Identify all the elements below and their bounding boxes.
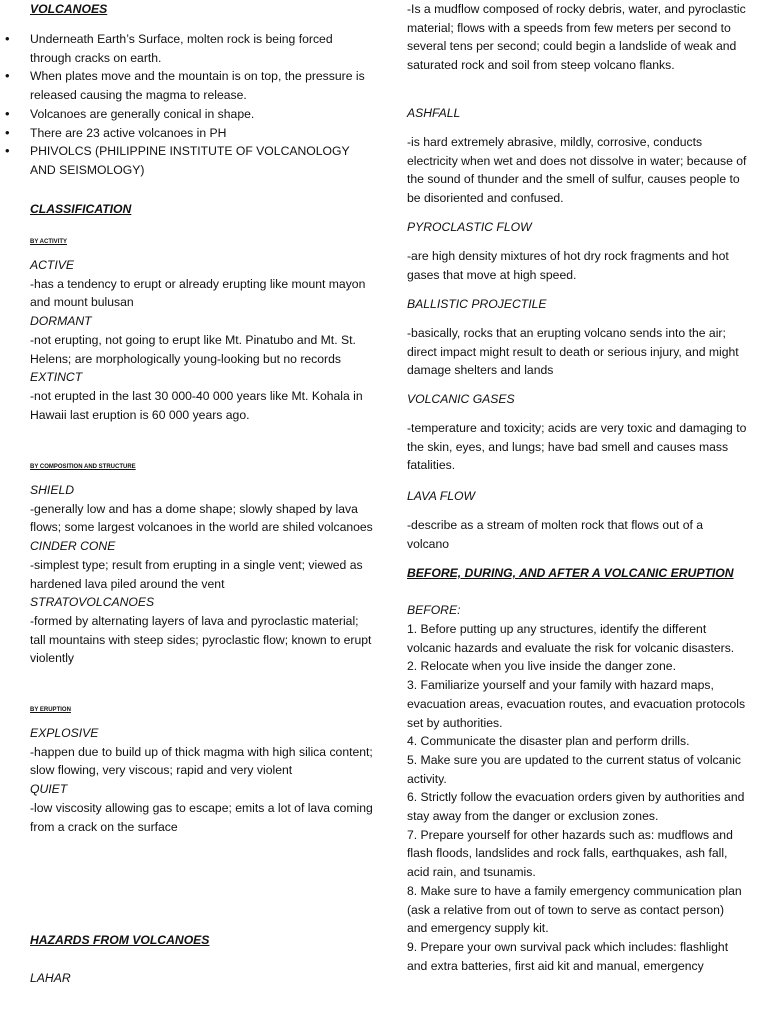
page-title: VOLCANOES <box>30 2 108 16</box>
desc-ashfall: -is hard extremely abrasive, mildly, corrosive, conducts electricity when wet and does not dissolve in water; because of the sound of thunder and the smell of sulfur, causes people to be disoriented and confused. <box>407 135 747 206</box>
term-cinder-cone: CINDER CONE <box>30 539 116 554</box>
desc-ballistic-projectile: -basically, rocks that an erupting volcano sends into the air; direct impact might result to death or serious injury, and might damage shelters and lands <box>407 326 739 378</box>
term-quiet: QUIET <box>30 782 68 797</box>
eruption-heading: BEFORE, DURING, AND AFTER A VOLCANIC ERUPTION <box>407 566 734 580</box>
desc-volcanic-gases: -temperature and toxicity; acids are very toxic and damaging to the skin, eyes, and lungs; have bad smell and causes mass fatalities. <box>407 421 747 473</box>
desc-shield: -generally low and has a dome shape; slowly shaped by lava flows; some largest volcanoes in the world are shiled volcanoes <box>30 501 373 535</box>
term-ballistic-projectile: BALLISTIC PROJECTILE <box>407 297 547 311</box>
before-step: 6. Strictly follow the evacuation orders given by authorities and stay away from the danger or exclusion zones. <box>407 790 745 824</box>
term-volcanic-gases: VOLCANIC GASES <box>407 392 515 406</box>
desc-pyroclastic-flow: -are high density mixtures of hot dry rock fragments and hot gases that move at high speed. <box>407 249 729 282</box>
intro-bullet-list <box>30 30 375 180</box>
before-step: 9. Prepare your own survival pack which includes: flashlight and extra batteries, first aid kit and manual, emergency <box>407 939 729 973</box>
before-step: 4. Communicate the disaster plan and perform drills. <box>407 734 690 749</box>
by-composition-section <box>30 481 375 668</box>
term-lahar: LAHAR <box>30 971 71 985</box>
term-dormant: DORMANT <box>30 314 92 329</box>
term-ashfall: ASHFALL <box>407 106 461 120</box>
by-activity-label: BY ACTIVITY <box>30 239 68 245</box>
by-eruption-label: BY ERUPTION <box>30 707 71 713</box>
intro-bullet: • Underneath Earth’s Surface, molten rock is being forced through cracks on earth. <box>30 30 375 67</box>
term-pyroclastic-flow: PYROCLASTIC FLOW <box>407 220 532 234</box>
before-step: 8. Make sure to have a family emergency communication plan (ask a relative from out of town to serve as contact person) and emergency supply kit. <box>407 883 742 936</box>
by-activity-section <box>30 256 375 424</box>
term-extinct: EXTINCT <box>30 370 83 385</box>
classification-heading: CLASSIFICATION <box>30 202 132 216</box>
desc-explosive: -happen due to build up of thick magma with high silica content; slow flowing, very viscous; rapid and very violent <box>30 744 373 778</box>
desc-lahar: -Is a mudflow composed of rocky debris, water, and pyroclastic material; flows with a speeds from few meters per second to several tens per second; could begin a landslide of weak and saturated rock and soil from steep volcano flanks. <box>407 2 746 73</box>
desc-stratovolcanoes: -formed by alternating layers of lava and pyroclastic material; tall mountains with steep sides; pyroclastic flow; known to erupt violently <box>30 613 372 666</box>
before-step: 1. Before putting up any structures, identify the different volcanic hazards and evaluate the risk for volcanic disasters. <box>407 622 735 655</box>
term-lava-flow: LAVA FLOW <box>407 489 475 503</box>
before-label: BEFORE: <box>407 603 461 617</box>
term-shield: SHIELD <box>30 483 75 497</box>
before-steps-list <box>407 620 747 975</box>
term-stratovolcanoes: STRATOVOLCANOES <box>30 595 155 610</box>
before-step: 3. Familiarize yourself and your family with hazard maps, evacuation areas, evacuation routes, and evacuation protocols set by authorities. <box>407 678 746 730</box>
by-composition-label: BY COMPOSITION AND STRUCTURE <box>30 464 136 470</box>
hazards-heading: HAZARDS FROM VOLCANOES <box>30 933 210 947</box>
before-step: 5. Make sure you are updated to the current status of volcanic activity. <box>407 752 741 786</box>
desc-active: -has a tendency to erupt or already erupting like mount mayon and mount bulusan <box>30 276 366 310</box>
term-explosive: EXPLOSIVE <box>30 726 99 740</box>
desc-quiet: -low viscosity allowing gas to escape; emits a lot of lava coming from a crack on the surface <box>30 800 373 834</box>
intro-bullet: • There are 23 active volcanoes in PH <box>30 124 375 143</box>
desc-extinct: -not erupted in the last 30 000-40 000 years like Mt. Kohala in Hawaii last eruption is 60 000 years ago. <box>30 388 363 422</box>
intro-bullet: • Volcanoes are generally conical in shape. <box>30 105 375 124</box>
by-eruption-section <box>30 724 375 836</box>
before-step: 7. Prepare yourself for other hazards such as: mudflows and flash floods, landslides and rock falls, earthquakes, ash fall, acid rain, and tsunamis. <box>407 827 733 880</box>
desc-cinder-cone: -simplest type; result from erupting in a single vent; viewed as hardened lava piled around the vent <box>30 557 363 591</box>
desc-lava-flow: -describe as a stream of molten rock that flows out of a volcano <box>407 518 704 551</box>
intro-bullet: • When plates move and the mountain is on top, the pressure is released causing the magma to release. <box>30 67 375 104</box>
term-active: ACTIVE <box>30 258 75 272</box>
desc-dormant: -not erupting, not going to erupt like Mt. Pinatubo and Mt. St. Helens; are morphologically young-looking but no records <box>30 332 356 366</box>
intro-bullet: • PHIVOLCS (PHILIPPINE INSTITUTE OF VOLCANOLOGY AND SEISMOLOGY) <box>30 142 375 179</box>
before-step: 2. Relocate when you live inside the danger zone. <box>407 659 676 674</box>
